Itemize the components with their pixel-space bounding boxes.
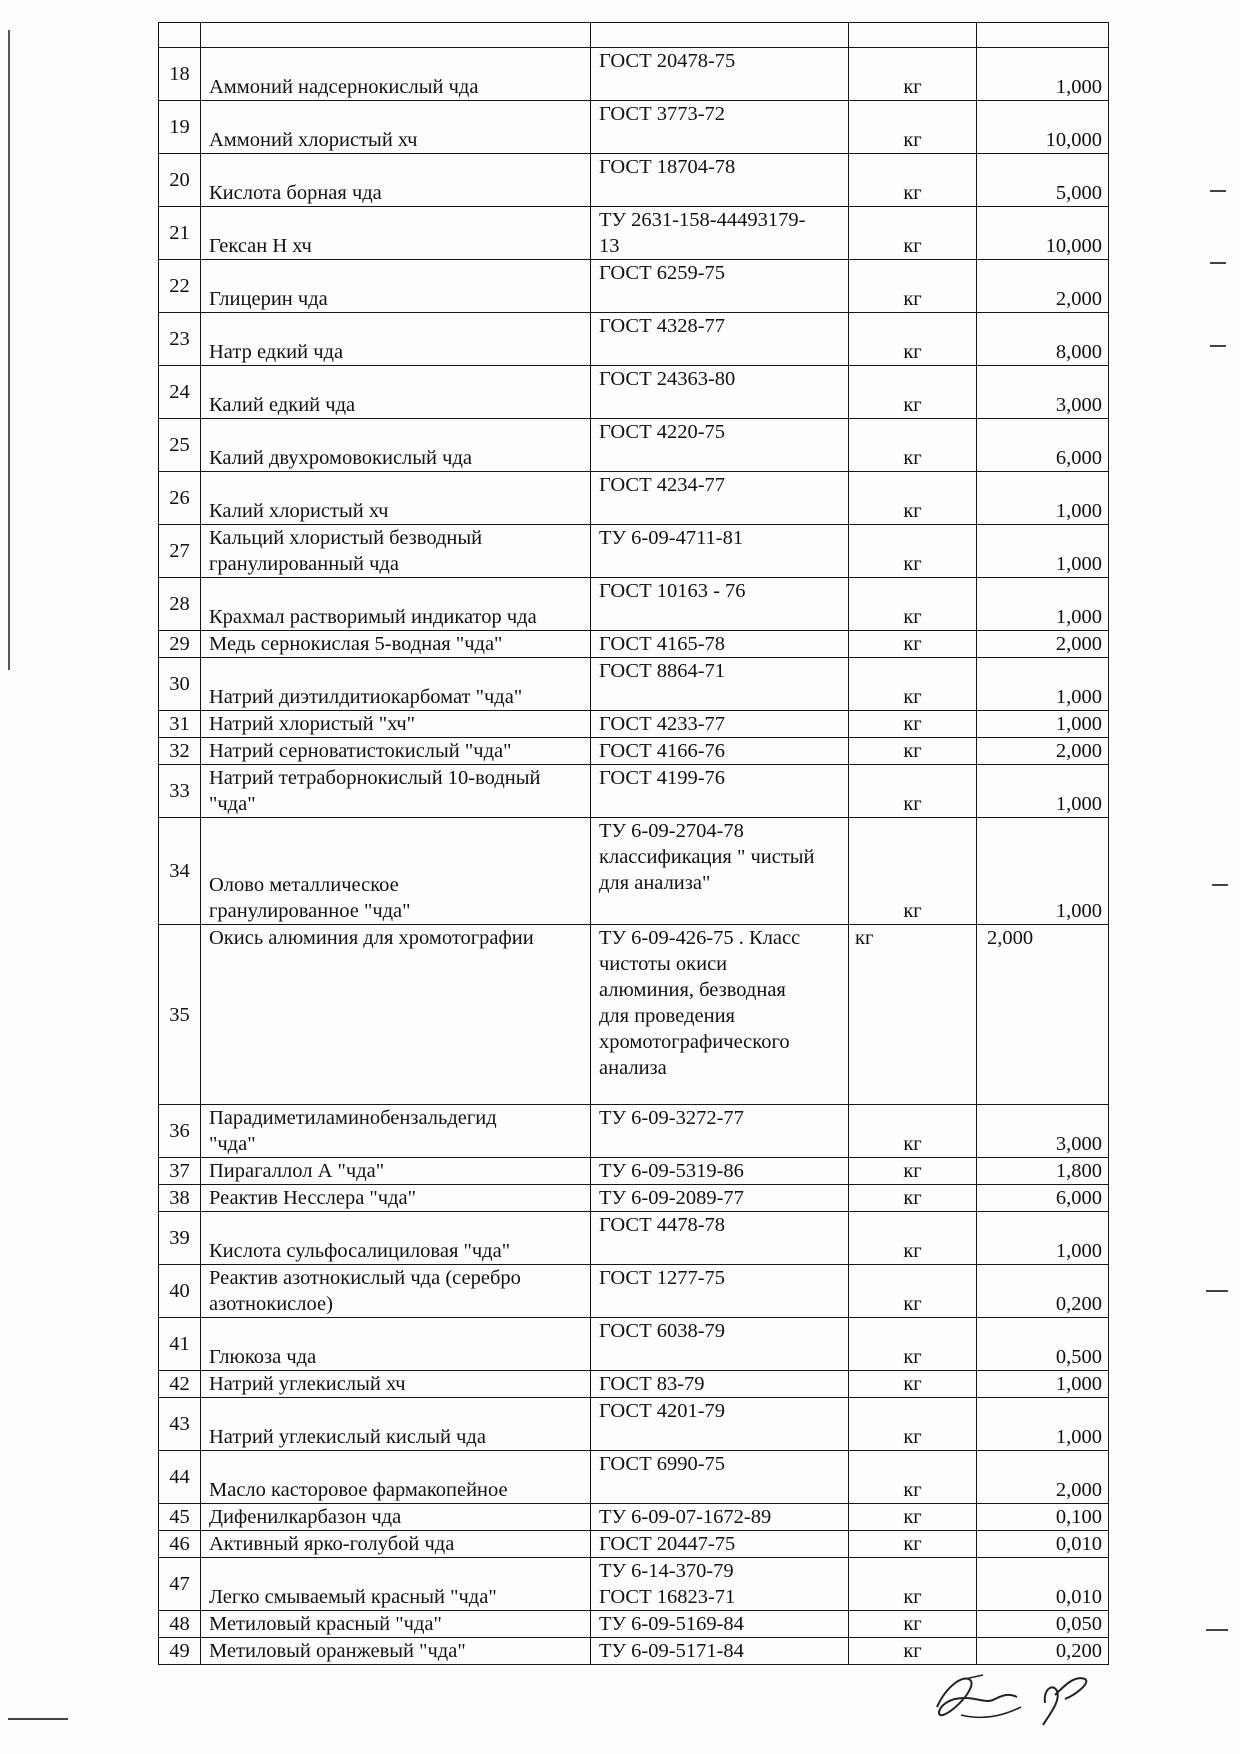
table-row bbox=[159, 925, 1109, 1105]
signature bbox=[925, 1655, 1125, 1735]
table-row bbox=[159, 1318, 1109, 1371]
unit-cell: кг bbox=[849, 578, 977, 631]
table-row bbox=[159, 313, 1109, 366]
standard-code: ГОСТ 4234-77 bbox=[591, 472, 849, 525]
header-cell-num bbox=[159, 23, 201, 48]
quantity-cell: 0,100 bbox=[977, 1504, 1109, 1531]
header-cell-unit bbox=[849, 23, 977, 48]
standard-code: ТУ 6-09-2089-77 bbox=[591, 1185, 849, 1212]
reagent-name: Гексан Н хч bbox=[201, 207, 591, 260]
row-number: 26 bbox=[159, 472, 201, 525]
standard-code: ГОСТ 6990-75 bbox=[591, 1451, 849, 1504]
row-number: 32 bbox=[159, 738, 201, 765]
row-number: 19 bbox=[159, 101, 201, 154]
row-number: 49 bbox=[159, 1638, 201, 1665]
table-row bbox=[159, 525, 1109, 578]
scan-margin-mark bbox=[1206, 1290, 1228, 1292]
unit-cell: кг bbox=[849, 260, 977, 313]
reagent-name: Калий едкий чда bbox=[201, 366, 591, 419]
standard-code: ГОСТ 4166-76 bbox=[591, 738, 849, 765]
standard-code: ТУ 6-09-3272-77 bbox=[591, 1105, 849, 1158]
standard-code: ТУ 6-09-07-1672-89 bbox=[591, 1504, 849, 1531]
table-row bbox=[159, 1105, 1109, 1158]
reagent-name: Крахмал растворимый индикатор чда bbox=[201, 578, 591, 631]
quantity-cell: 10,000 bbox=[977, 101, 1109, 154]
unit-cell: кг bbox=[849, 738, 977, 765]
table-row bbox=[159, 1265, 1109, 1318]
quantity-cell: 2,000 bbox=[977, 260, 1109, 313]
table-row bbox=[159, 101, 1109, 154]
scan-margin-mark bbox=[1210, 190, 1226, 192]
reagent-name: Калий хлористый хч bbox=[201, 472, 591, 525]
standard-code: ТУ 6-09-2704-78 классификация " чистый для анализа" bbox=[591, 818, 849, 925]
reagent-name: Натрий тетраборнокислый 10-водный "чда" bbox=[201, 765, 591, 818]
row-number: 47 bbox=[159, 1558, 201, 1611]
unit-cell: кг bbox=[849, 101, 977, 154]
scan-margin-line bbox=[8, 30, 10, 670]
standard-code: ГОСТ 4233-77 bbox=[591, 711, 849, 738]
unit-cell: кг bbox=[849, 818, 977, 925]
reagent-name: Натр едкий чда bbox=[201, 313, 591, 366]
unit-cell: кг bbox=[849, 1398, 977, 1451]
row-number: 22 bbox=[159, 260, 201, 313]
quantity-cell: 2,000 bbox=[977, 631, 1109, 658]
standard-code: ТУ 6-09-426-75 . Класс чистоты окиси алюминия, безводная для проведения хромотографического анализа bbox=[591, 925, 849, 1105]
quantity-cell: 0,010 bbox=[977, 1531, 1109, 1558]
quantity-cell: 1,000 bbox=[977, 818, 1109, 925]
unit-cell: кг bbox=[849, 1318, 977, 1371]
table-row bbox=[159, 366, 1109, 419]
quantity-cell: 1,000 bbox=[977, 1398, 1109, 1451]
quantity-cell: 10,000 bbox=[977, 207, 1109, 260]
quantity-cell: 1,000 bbox=[977, 472, 1109, 525]
unit-cell: кг bbox=[849, 1265, 977, 1318]
header-cell-standard bbox=[591, 23, 849, 48]
standard-code: ГОСТ 83-79 bbox=[591, 1371, 849, 1398]
row-number: 43 bbox=[159, 1398, 201, 1451]
reagent-name: Реактив Несслера "чда" bbox=[201, 1185, 591, 1212]
unit-cell: кг bbox=[849, 1212, 977, 1265]
header-row bbox=[159, 23, 1109, 48]
unit-cell: кг bbox=[849, 525, 977, 578]
row-number: 21 bbox=[159, 207, 201, 260]
reagent-name: Калий двухромовокислый чда bbox=[201, 419, 591, 472]
scan-margin-mark bbox=[1210, 345, 1226, 347]
reagent-name: Натрий углекислый кислый чда bbox=[201, 1398, 591, 1451]
table-row bbox=[159, 1558, 1109, 1611]
unit-cell: кг bbox=[849, 48, 977, 101]
row-number: 25 bbox=[159, 419, 201, 472]
standard-code: ГОСТ 4201-79 bbox=[591, 1398, 849, 1451]
standard-code: ГОСТ 8864-71 bbox=[591, 658, 849, 711]
row-number: 31 bbox=[159, 711, 201, 738]
header-cell-qty bbox=[977, 23, 1109, 48]
unit-cell: кг bbox=[849, 366, 977, 419]
quantity-cell: 1,000 bbox=[977, 578, 1109, 631]
quantity-cell: 8,000 bbox=[977, 313, 1109, 366]
standard-code: ГОСТ 4165-78 bbox=[591, 631, 849, 658]
standard-code: ТУ 6-09-5169-84 bbox=[591, 1611, 849, 1638]
unit-cell: кг bbox=[849, 1105, 977, 1158]
reagent-name: Аммоний хлористый хч bbox=[201, 101, 591, 154]
standard-code: ГОСТ 18704-78 bbox=[591, 154, 849, 207]
row-number: 42 bbox=[159, 1371, 201, 1398]
table-row bbox=[159, 765, 1109, 818]
reagent-name: Легко смываемый красный "чда" bbox=[201, 1558, 591, 1611]
standard-code: ТУ 6-09-5319-86 bbox=[591, 1158, 849, 1185]
row-number: 27 bbox=[159, 525, 201, 578]
unit-cell: кг bbox=[849, 711, 977, 738]
row-number: 35 bbox=[159, 925, 201, 1105]
row-number: 40 bbox=[159, 1265, 201, 1318]
unit-cell: кг bbox=[849, 1611, 977, 1638]
standard-code: ГОСТ 4478-78 bbox=[591, 1212, 849, 1265]
standard-code: ТУ 6-09-5171-84 bbox=[591, 1638, 849, 1665]
table-row bbox=[159, 260, 1109, 313]
reagents-table bbox=[158, 22, 1109, 1665]
quantity-cell: 0,500 bbox=[977, 1318, 1109, 1371]
table-row bbox=[159, 711, 1109, 738]
unit-cell: кг bbox=[849, 658, 977, 711]
row-number: 38 bbox=[159, 1185, 201, 1212]
table-row bbox=[159, 419, 1109, 472]
reagent-name: Кислота борная чда bbox=[201, 154, 591, 207]
reagent-name: Глюкоза чда bbox=[201, 1318, 591, 1371]
standard-code: ГОСТ 4199-76 bbox=[591, 765, 849, 818]
table-row bbox=[159, 1371, 1109, 1398]
reagent-name: Медь сернокислая 5-водная "чда" bbox=[201, 631, 591, 658]
quantity-cell: 1,000 bbox=[977, 525, 1109, 578]
reagents-table-body bbox=[159, 23, 1109, 1665]
unit-cell: кг bbox=[849, 1531, 977, 1558]
scan-margin-mark bbox=[1206, 1629, 1228, 1631]
table-row bbox=[159, 472, 1109, 525]
row-number: 20 bbox=[159, 154, 201, 207]
unit-cell: кг bbox=[849, 631, 977, 658]
row-number: 46 bbox=[159, 1531, 201, 1558]
table-row bbox=[159, 48, 1109, 101]
standard-code: ГОСТ 1277-75 bbox=[591, 1265, 849, 1318]
quantity-cell: 0,200 bbox=[977, 1638, 1109, 1665]
unit-cell: кг bbox=[849, 1504, 977, 1531]
row-number: 39 bbox=[159, 1212, 201, 1265]
table-row bbox=[159, 154, 1109, 207]
scan-margin-mark bbox=[1210, 262, 1226, 264]
standard-code: ТУ 6-09-4711-81 bbox=[591, 525, 849, 578]
reagent-name: Реактив азотнокислый чда (серебро азотнокислое) bbox=[201, 1265, 591, 1318]
unit-cell: кг bbox=[849, 1451, 977, 1504]
quantity-cell: 5,000 bbox=[977, 154, 1109, 207]
table-row bbox=[159, 207, 1109, 260]
unit-cell: кг bbox=[849, 1371, 977, 1398]
quantity-cell: 1,000 bbox=[977, 48, 1109, 101]
standard-code: ГОСТ 6259-75 bbox=[591, 260, 849, 313]
table-row bbox=[159, 1611, 1109, 1638]
reagent-name: Окись алюминия для хромотографии bbox=[201, 925, 591, 1105]
quantity-cell: 1,000 bbox=[977, 1212, 1109, 1265]
quantity-cell: 1,000 bbox=[977, 1371, 1109, 1398]
table-row bbox=[159, 658, 1109, 711]
reagent-name: Натрий углекислый хч bbox=[201, 1371, 591, 1398]
standard-code: ТУ 2631-158-44493179- 13 bbox=[591, 207, 849, 260]
unit-cell: кг bbox=[849, 1185, 977, 1212]
standard-code: ГОСТ 24363-80 bbox=[591, 366, 849, 419]
table-row bbox=[159, 1158, 1109, 1185]
quantity-cell: 1,000 bbox=[977, 711, 1109, 738]
quantity-cell: 0,050 bbox=[977, 1611, 1109, 1638]
row-number: 23 bbox=[159, 313, 201, 366]
quantity-cell: 3,000 bbox=[977, 366, 1109, 419]
standard-code: ГОСТ 20478-75 bbox=[591, 48, 849, 101]
unit-cell: кг bbox=[849, 1158, 977, 1185]
standard-code: ГОСТ 10163 - 76 bbox=[591, 578, 849, 631]
row-number: 36 bbox=[159, 1105, 201, 1158]
standard-code: ГОСТ 3773-72 bbox=[591, 101, 849, 154]
standard-code: ТУ 6-14-370-79 ГОСТ 16823-71 bbox=[591, 1558, 849, 1611]
row-number: 34 bbox=[159, 818, 201, 925]
row-number: 29 bbox=[159, 631, 201, 658]
reagent-name: Активный ярко-голубой чда bbox=[201, 1531, 591, 1558]
row-number: 37 bbox=[159, 1158, 201, 1185]
scan-margin-mark bbox=[1212, 884, 1228, 886]
quantity-cell: 0,010 bbox=[977, 1558, 1109, 1611]
quantity-cell: 2,000 bbox=[977, 925, 1109, 1105]
reagent-name: Кальций хлористый безводный гранулированный чда bbox=[201, 525, 591, 578]
reagent-name: Аммоний надсернокислый чда bbox=[201, 48, 591, 101]
reagent-name: Парадиметиламинобензальдегид "чда" bbox=[201, 1105, 591, 1158]
table-row bbox=[159, 1531, 1109, 1558]
quantity-cell: 3,000 bbox=[977, 1105, 1109, 1158]
quantity-cell: 6,000 bbox=[977, 1185, 1109, 1212]
unit-cell: кг bbox=[849, 1638, 977, 1665]
table-row bbox=[159, 578, 1109, 631]
reagent-name: Метиловый оранжевый "чда" bbox=[201, 1638, 591, 1665]
row-number: 45 bbox=[159, 1504, 201, 1531]
row-number: 30 bbox=[159, 658, 201, 711]
table-row bbox=[159, 1185, 1109, 1212]
quantity-cell: 2,000 bbox=[977, 738, 1109, 765]
unit-cell: кг bbox=[849, 472, 977, 525]
reagent-name: Натрий хлористый "хч" bbox=[201, 711, 591, 738]
row-number: 33 bbox=[159, 765, 201, 818]
quantity-cell: 1,000 bbox=[977, 765, 1109, 818]
quantity-cell: 6,000 bbox=[977, 419, 1109, 472]
table-row bbox=[159, 631, 1109, 658]
table-row bbox=[159, 738, 1109, 765]
unit-cell: кг bbox=[849, 1558, 977, 1611]
row-number: 24 bbox=[159, 366, 201, 419]
table-row bbox=[159, 818, 1109, 925]
row-number: 44 bbox=[159, 1451, 201, 1504]
quantity-cell: 1,800 bbox=[977, 1158, 1109, 1185]
reagent-name: Масло касторовое фармакопейное bbox=[201, 1451, 591, 1504]
quantity-cell: 0,200 bbox=[977, 1265, 1109, 1318]
unit-cell: кг bbox=[849, 313, 977, 366]
standard-code: ГОСТ 4220-75 bbox=[591, 419, 849, 472]
unit-cell: кг bbox=[849, 765, 977, 818]
quantity-cell: 1,000 bbox=[977, 658, 1109, 711]
table-row bbox=[159, 1504, 1109, 1531]
standard-code: ГОСТ 6038-79 bbox=[591, 1318, 849, 1371]
reagent-name: Олово металлическое гранулированное "чда" bbox=[201, 818, 591, 925]
row-number: 28 bbox=[159, 578, 201, 631]
row-number: 41 bbox=[159, 1318, 201, 1371]
header-cell-name bbox=[201, 23, 591, 48]
unit-cell: кг bbox=[849, 154, 977, 207]
reagent-name: Дифенилкарбазон чда bbox=[201, 1504, 591, 1531]
row-number: 18 bbox=[159, 48, 201, 101]
unit-cell: кг bbox=[849, 925, 977, 1105]
unit-cell: кг bbox=[849, 207, 977, 260]
reagent-name: Пирагаллол А "чда" bbox=[201, 1158, 591, 1185]
standard-code: ГОСТ 4328-77 bbox=[591, 313, 849, 366]
scan-margin-mark bbox=[8, 1718, 68, 1720]
table-row bbox=[159, 1451, 1109, 1504]
table-row bbox=[159, 1212, 1109, 1265]
reagent-name: Натрий серноватистокислый "чда" bbox=[201, 738, 591, 765]
quantity-cell: 2,000 bbox=[977, 1451, 1109, 1504]
reagent-name: Метиловый красный "чда" bbox=[201, 1611, 591, 1638]
reagent-name: Натрий диэтилдитиокарбомат "чда" bbox=[201, 658, 591, 711]
row-number: 48 bbox=[159, 1611, 201, 1638]
standard-code: ГОСТ 20447-75 bbox=[591, 1531, 849, 1558]
reagent-name: Кислота сульфосалициловая "чда" bbox=[201, 1212, 591, 1265]
reagent-name: Глицерин чда bbox=[201, 260, 591, 313]
table-row bbox=[159, 1398, 1109, 1451]
unit-cell: кг bbox=[849, 419, 977, 472]
